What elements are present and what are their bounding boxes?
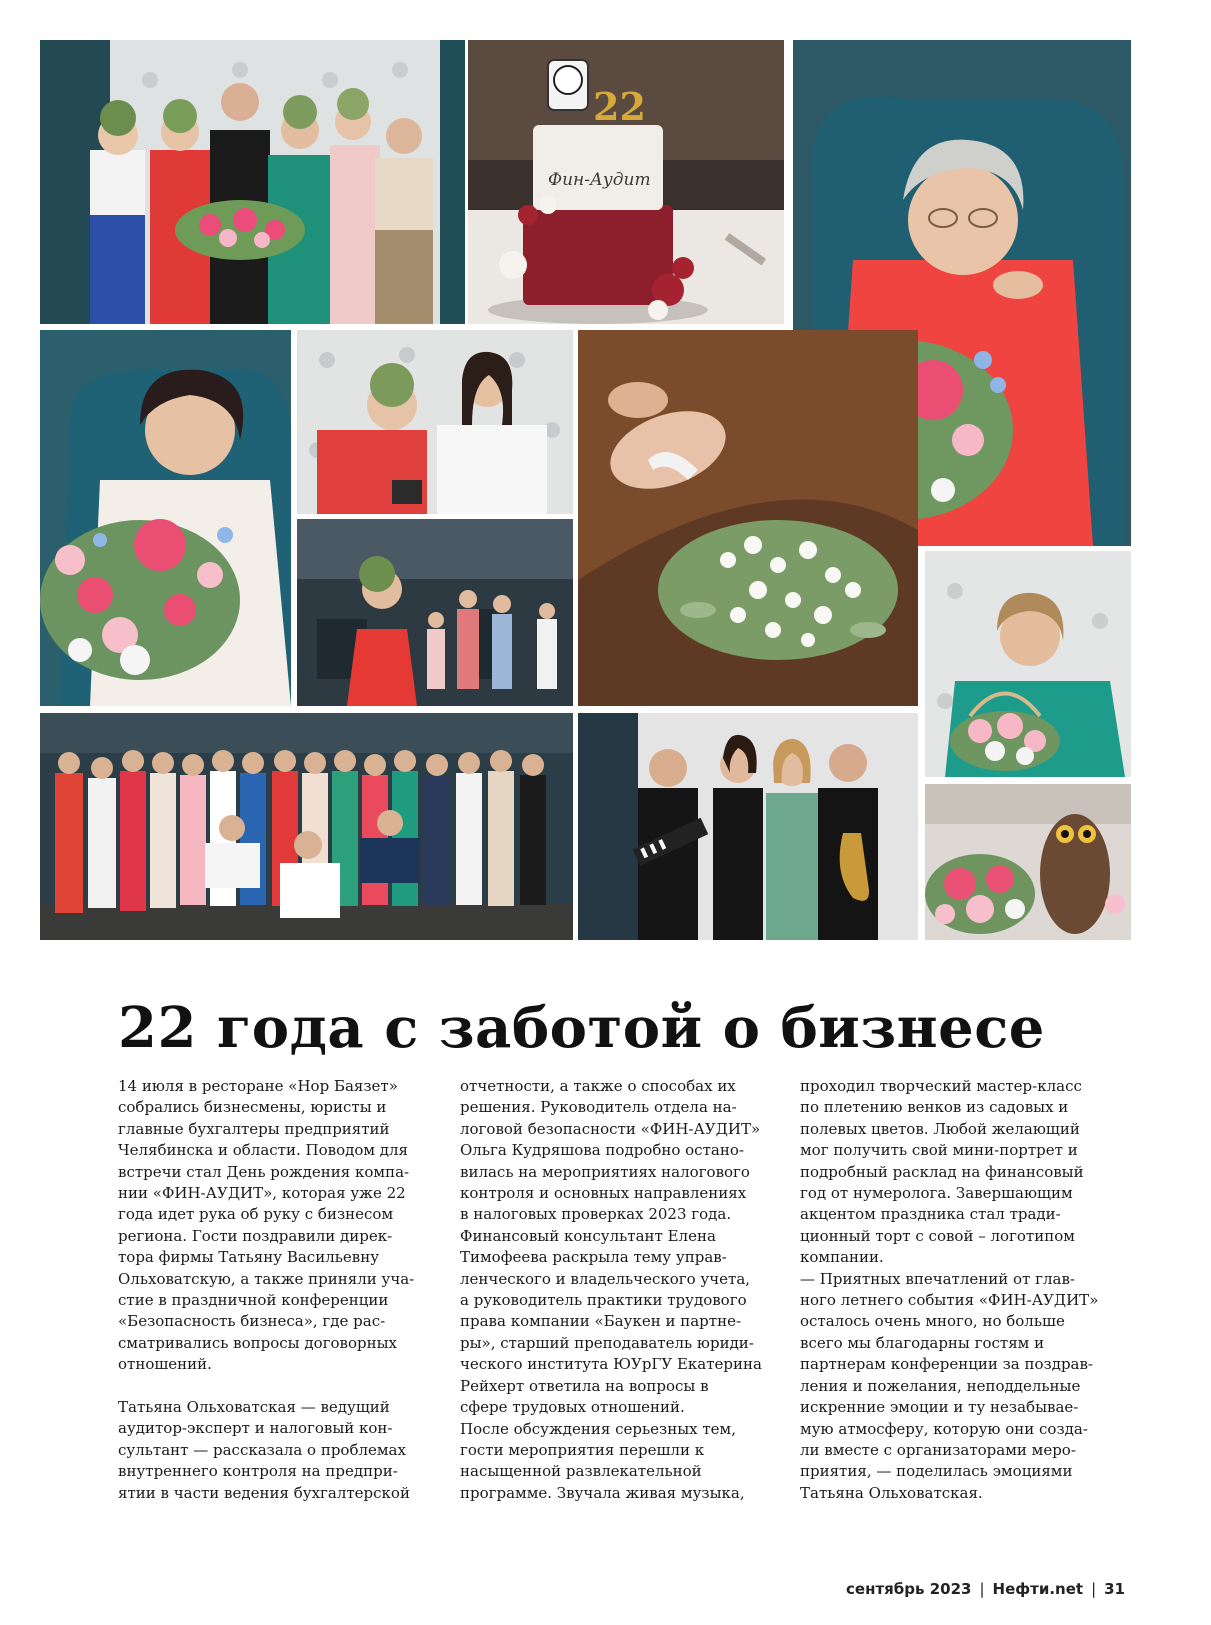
text-line: проходил творческий мастер-класс: [800, 1077, 1082, 1095]
text-line: сультант — рассказала о проблемах: [118, 1440, 406, 1459]
page-footer: [846, 1580, 1125, 1598]
text-line: нии «ФИН-АУДИТ», которая уже 22: [118, 1184, 406, 1203]
text-line: внутреннего контроля на предпри-: [118, 1462, 398, 1481]
text-line: ления и пожелания, неподдельные: [800, 1376, 1081, 1395]
text-line: приятия, — поделилась эмоциями: [800, 1462, 1073, 1481]
photo-group-wreaths: [40, 40, 465, 324]
text-line: по плетению венков из садовых и: [800, 1098, 1069, 1117]
photo-guest-basket: [925, 551, 1131, 777]
article-title: 22 года с заботой о бизнесе: [118, 995, 1045, 1061]
text-line: ли вместе с организаторами меро-: [800, 1440, 1076, 1459]
text-line: ного летнего события «ФИН-АУДИТ»: [800, 1291, 1099, 1310]
photo-two-women: [297, 330, 573, 514]
article-column-1: [118, 1076, 436, 1504]
text-line: логовой безопасности «ФИН-АУДИТ»: [460, 1119, 761, 1138]
text-line: акцентом праздника стал тради-: [800, 1205, 1061, 1224]
text-line: Ольга Кудряшова подробно остано-: [460, 1141, 744, 1160]
text-line: вилась на мероприятиях налогового: [460, 1162, 750, 1181]
text-line: в налоговых проверках 2023 года.: [460, 1205, 732, 1224]
text-line: «Безопасность бизнеса», где рас-: [118, 1312, 386, 1331]
text-line: года идет рука об руку с бизнесом: [118, 1205, 394, 1224]
text-line: искренние эмоции и ту незабывае-: [800, 1398, 1079, 1417]
photo-musicians: [578, 713, 918, 940]
text-line: встречи стал День рождения компа-: [118, 1162, 410, 1181]
text-line: год от нумеролога. Завершающим: [800, 1184, 1073, 1203]
photo-dance: [297, 519, 573, 706]
text-line: 14 июля в ресторане «Нор Баязет»: [118, 1077, 398, 1095]
text-line: отчетности, а также о способах их: [460, 1077, 736, 1095]
text-line: Татьяна Ольховатская.: [800, 1483, 983, 1502]
footer-separator: |: [1091, 1580, 1097, 1598]
text-line: всего мы благодарны гостям и: [800, 1333, 1045, 1352]
text-line: гости мероприятия перешли к: [460, 1440, 705, 1459]
text-line: ленческого и владельческого учета,: [460, 1269, 751, 1288]
text-line: Челябинска и области. Поводом для: [118, 1141, 409, 1160]
text-line: а руководитель практики трудового: [460, 1291, 747, 1310]
text-line: Ольховатскую, а также приняли уча-: [118, 1269, 415, 1288]
photo-wreath-weaving: [578, 330, 918, 706]
text-line: ционный торт с совой – логотипом: [800, 1226, 1075, 1245]
text-line: Татьяна Ольховатская — ведущий: [118, 1398, 390, 1417]
text-line: собрались бизнесмены, юристы и: [118, 1098, 387, 1117]
text-line: программе. Звучала живая музыка,: [460, 1483, 745, 1502]
text-line: ры», старший преподаватель юриди-: [460, 1333, 754, 1352]
text-line: тора фирмы Татьяну Васильевну: [118, 1248, 380, 1267]
text-line: После обсуждения серьезных тем,: [460, 1419, 736, 1438]
text-line: ческого института ЮУрГУ Екатерина: [460, 1355, 762, 1374]
cake-number: 22: [593, 84, 646, 129]
text-line: Финансовый консультант Елена: [460, 1226, 716, 1245]
article-column-2: [460, 1076, 778, 1504]
text-line: решения. Руководитель отдела на-: [460, 1098, 737, 1117]
issue-date: сентябрь 2023: [846, 1580, 972, 1598]
footer-separator: |: [979, 1580, 985, 1598]
article-column-3: [800, 1076, 1118, 1504]
text-line: полевых цветов. Любой желающий: [800, 1119, 1080, 1138]
paragraph-gap: [118, 1376, 436, 1397]
magazine-name: Нефти.net: [992, 1580, 1084, 1598]
text-line: контроля и основных направлениях: [460, 1184, 747, 1203]
text-line: сфере трудовых отношений.: [460, 1398, 685, 1417]
text-line: мог получить свой мини-портрет и: [800, 1141, 1078, 1160]
cake-brand: Фин-Аудит: [548, 170, 651, 190]
photo-cake: [468, 40, 784, 324]
text-line: осталось очень много, но больше: [800, 1312, 1065, 1331]
page-number: 31: [1104, 1580, 1125, 1598]
photo-group-photo: [40, 713, 573, 940]
text-line: Рейхерт ответила на вопросы в: [460, 1376, 709, 1395]
text-line: сматривались вопросы договорных: [118, 1333, 398, 1352]
text-line: компании.: [800, 1248, 884, 1267]
text-line: подробный расклад на финансовый: [800, 1162, 1084, 1181]
photo-owl-flowers: [925, 784, 1131, 940]
text-line: ятии в части ведения бухгалтерской: [118, 1483, 410, 1502]
text-line: главные бухгалтеры предприятий: [118, 1119, 390, 1138]
text-line: отношений.: [118, 1355, 212, 1374]
text-line: стие в праздничной конференции: [118, 1291, 389, 1310]
text-line: аудитор-эксперт и налоговый кон-: [118, 1419, 393, 1438]
text-line: региона. Гости поздравили дирек-: [118, 1226, 393, 1245]
text-line: — Приятных впечатлений от глав-: [800, 1269, 1075, 1288]
text-line: насыщенной развлекательной: [460, 1462, 702, 1481]
text-line: права компании «Баукен и партне-: [460, 1312, 742, 1331]
text-line: партнерам конференции за поздрав-: [800, 1355, 1093, 1374]
text-line: мую атмосферу, которую они созда-: [800, 1419, 1088, 1438]
text-line: Тимофеева раскрыла тему управ-: [460, 1248, 727, 1267]
photo-woman-flowers: [40, 330, 291, 706]
